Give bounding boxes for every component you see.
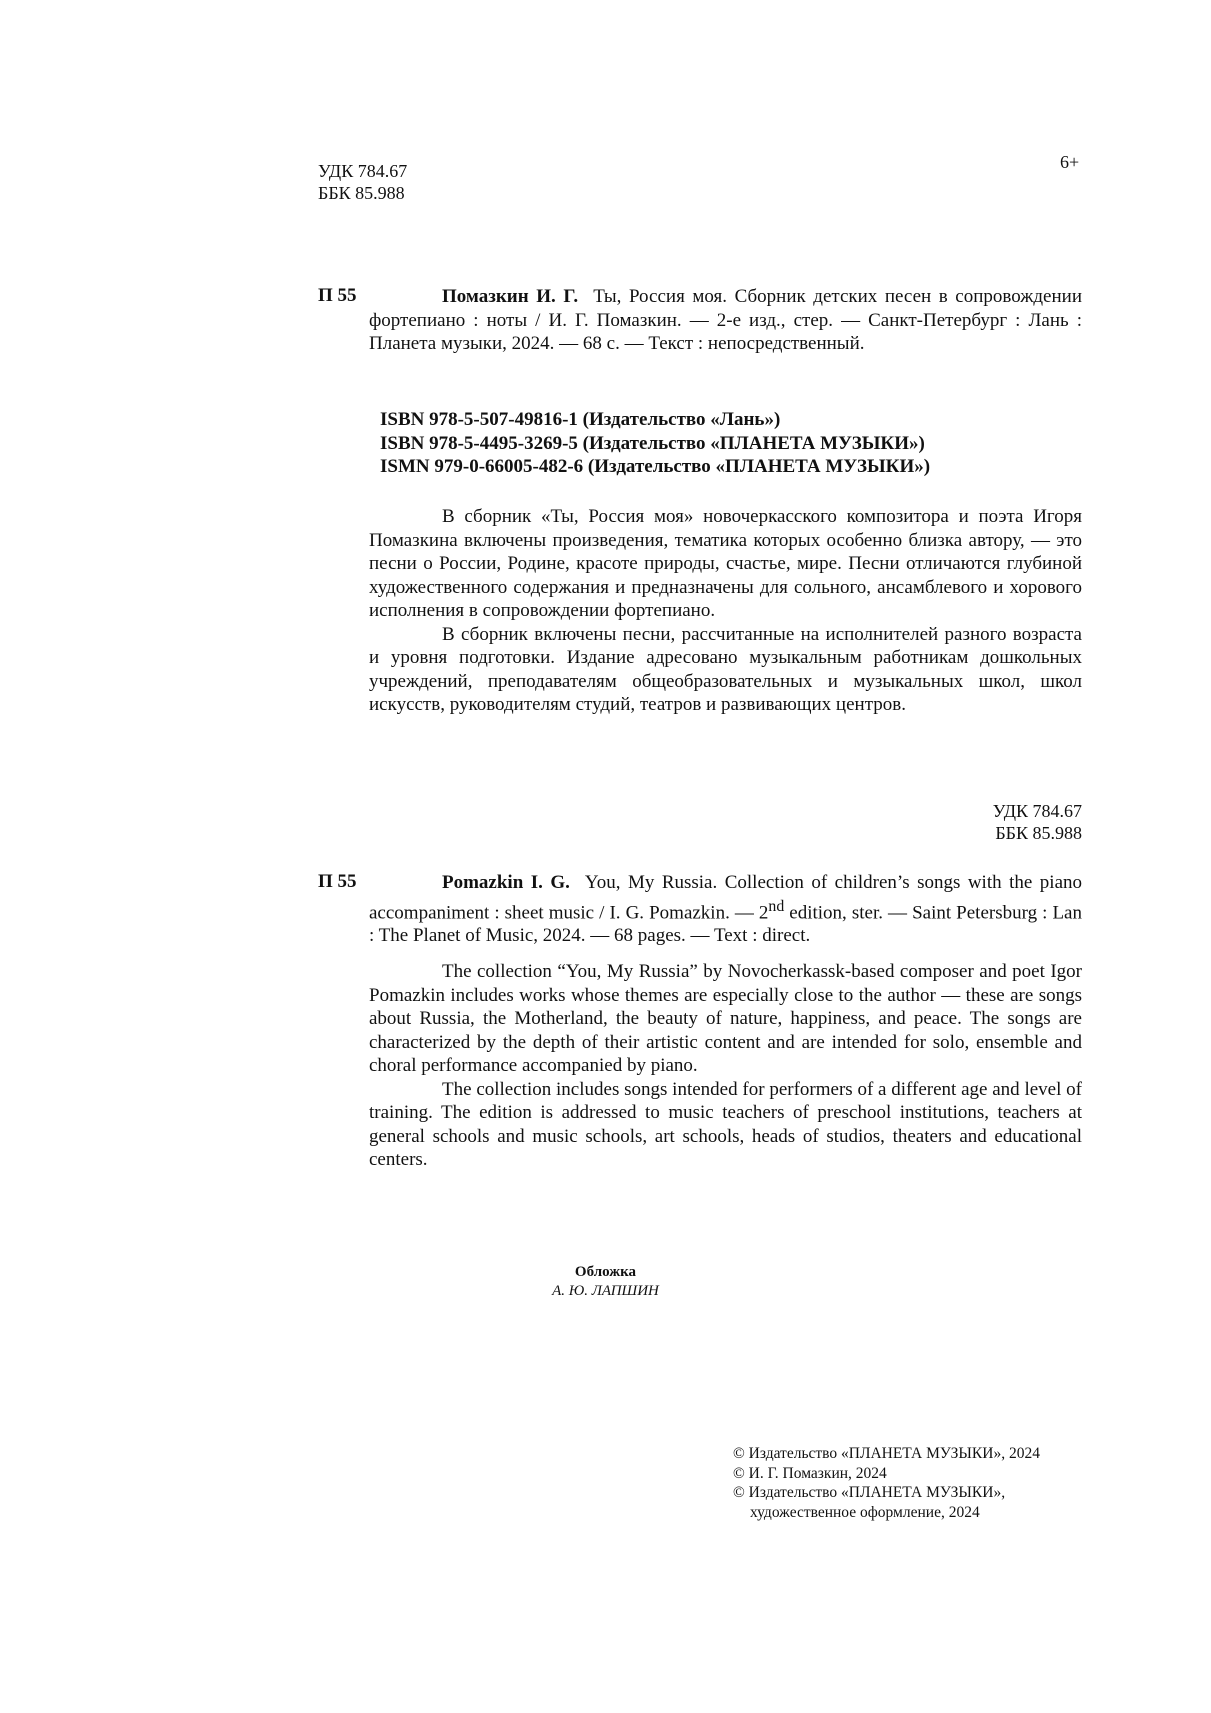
bbk-code-en: ББК 85.988 — [995, 823, 1082, 843]
cover-artist: А. Ю. ЛАПШИН — [552, 1283, 659, 1299]
bibliographic-entry-ru — [369, 285, 1082, 356]
cover-credit — [0, 1263, 1211, 1301]
author-mark-en: П 55 — [318, 871, 357, 892]
entry-description-en-rest: edition, ster. — Saint Petersburg : Lan : The Planet of Music, 2024. — 68 pages. — Text : direct. — [369, 901, 1082, 947]
copyright-line: © Издательство «ПЛАНЕТА МУЗЫКИ», 2024 — [733, 1445, 1040, 1462]
author-name-ru: Помазкин И. Г. — [442, 286, 579, 307]
annotation-en-paragraph: The collection includes songs intended for performers of a different age and level of training. The edition is addressed to music teachers of preschool institutions, teachers at general schools and music schools, art schools, heads of studios, theaters and educational centers. — [369, 1078, 1082, 1170]
isbn-lan: ISBN 978-5-507-49816-1 (Издательство «Лань») — [380, 409, 781, 430]
classification-top — [318, 160, 407, 204]
isbn-planeta: ISBN 978-5-4495-3269-5 (Издательство «ПЛАНЕТА МУЗЫКИ») — [380, 432, 925, 454]
copyright-block — [733, 1444, 1040, 1522]
annotation-ru — [369, 505, 1082, 717]
ismn-planeta: ISMN 979-0-66005-482-6 (Издательство «ПЛАНЕТА МУЗЫКИ») — [380, 456, 931, 477]
copyright-line-continuation: художественное оформление, 2024 — [750, 1503, 980, 1521]
bibliographic-entry-en — [369, 871, 1082, 948]
entry-description-ru: Ты, Россия моя. Сборник детских песен в сопровождении фортепиано : ноты / И. Г. Помазкин. — 2-е изд., стер. — Санкт-Петербург : Лань : Планета музыки, 2024. — 68 с. — Текст : непосредственный. — [369, 286, 1082, 354]
isbn-block — [380, 408, 930, 479]
udk-code: УДК 784.67 — [318, 161, 408, 181]
copyright-line: © И. Г. Помазкин, 2024 — [733, 1464, 887, 1482]
author-mark-ru: П 55 — [318, 285, 357, 306]
classification-en — [880, 800, 1082, 844]
annotation-ru-paragraph: В сборник «Ты, Россия моя» новочеркасского композитора и поэта Игоря Помазкина включены произведения, тематика которых особенно близка автору, — это песни о России, Родине, красоте природы, счастье, мире. Песни отличаются глубиной художественного содержания и предназначены для сольного, ансамблевого и хорового исполнения в сопровождении фортепиано. — [369, 506, 1082, 621]
bbk-code: ББК 85.988 — [318, 183, 405, 203]
edition-superscript: nd — [768, 897, 785, 915]
entry-description-en: You, My Russia. Collection of children’s songs with the piano accompaniment : sheet music / I. G. Pomazkin. — 2 — [369, 872, 1082, 923]
copyright-line: © Издательство «ПЛАНЕТА МУЗЫКИ», — [733, 1484, 1006, 1501]
age-rating: 6+ — [1060, 152, 1080, 172]
author-name-en: Pomazkin I. G. — [442, 872, 570, 893]
annotation-en-paragraph: The collection “You, My Russia” by Novocherkassk-based composer and poet Igor Pomazkin includes works whose themes are especially close to the author — these are songs about Russia, the Motherland, the beauty of nature, happiness, and peace. The songs are characterized by the depth of their artistic content and are intended for solo, ensemble and choral performance accompanied by piano. — [369, 961, 1082, 1076]
annotation-ru-paragraph: В сборник включены песни, рассчитанные на исполнителей разного возраста и уровня подготовки. Издание адресовано музыкальным работникам дошкольных учреждений, преподавателям общеобразовательных и музыкальных школ, школ искусств, руководителям студий, театров и развивающих центров. — [369, 623, 1082, 715]
cover-label: Обложка — [574, 1264, 637, 1280]
udk-code-en: УДК 784.67 — [992, 801, 1082, 821]
annotation-en — [369, 960, 1082, 1172]
